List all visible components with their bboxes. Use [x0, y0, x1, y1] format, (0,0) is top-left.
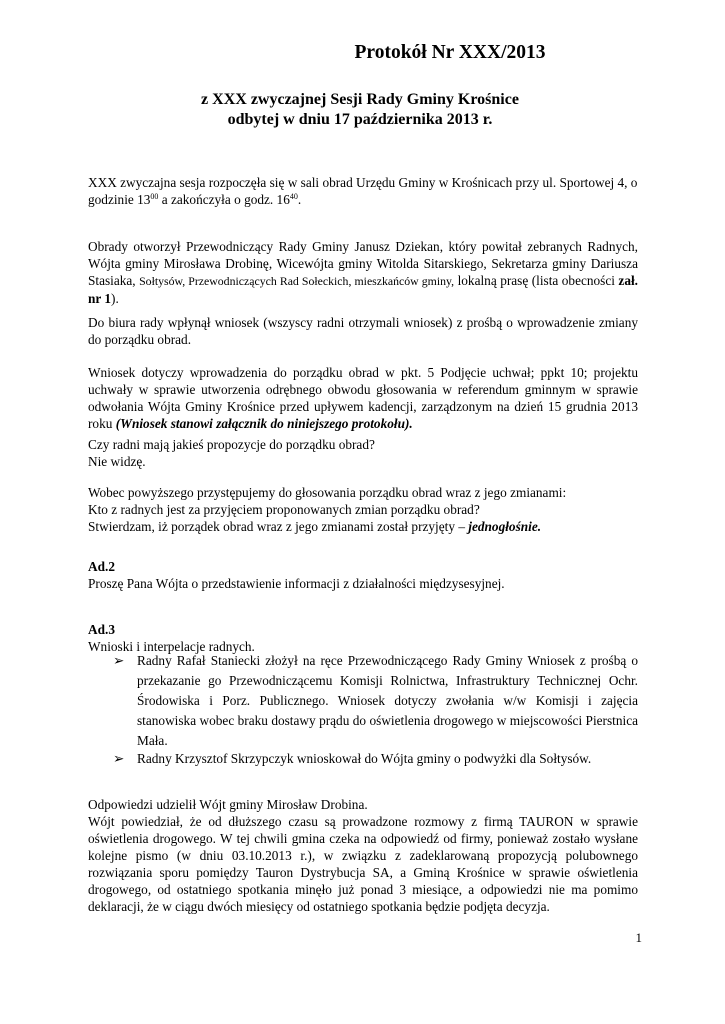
- intro-text-1: XXX zwyczajna sesja rozpoczęła się w sali obrad Urzędu Gminy w Krośnicach przy ul. Sportowej 4, o godzinie 13: [88, 175, 638, 207]
- list-item-text: Radny Krzysztof Skrzypczyk wnioskował do Wójta gminy o podwyżki dla Sołtysów.: [137, 751, 592, 766]
- intro-sup-1: 00: [150, 192, 159, 201]
- opening-text-1: Obrady otworzył Przewodniczący Rady Gminy Janusz Dziekan, który powitał zebranych Radnych, Wójta gminy Mirosława Drobinę, Wicewójta gminy Witolda Sitarskiego, Sekretarza gminy Dariusza Stasiaka,: [88, 239, 638, 288]
- motion-p4-line-1: Wobec powyższego przystępujemy do głosowania porządku obrad wraz z jego zmianami:: [88, 485, 567, 500]
- ad3-heading: Ad.3: [88, 622, 115, 637]
- motion-p4-line-3-text: Stwierdzam, iż porządek obrad wraz z jego zmianami został przyjęty –: [88, 519, 469, 534]
- motion-paragraph-3: [88, 436, 638, 470]
- opening-paragraph: [88, 238, 638, 307]
- subtitle-line-2: odbytej w dniu 17 października 2013 r.: [227, 111, 493, 128]
- answers-text: Wójt powiedział, że od dłuższego czasu są prowadzone rozmowy z firmą TAURON w sprawie oświetlenia drogowego. W tej chwili gmina czeka na odpowiedź od firmy, ponieważ zostało wysłane kolejne pismo (w dniu 03.10.2013 r.), w związku z zadeklarowaną propozycją polubownego rozwiązania sporu pomiędzy Tauron Dystrybucja SA, a Gminą Krośnice w sprawie oświetlenia drogowego, od ostatniego spotkania minęło już ponad 3 miesiące, a odpowiedzi nie ma pomimo deklaracji, że w ciągu dwóch miesięcy od ostatniego spotkania będzie podjęta decyzja.: [88, 814, 638, 914]
- motion-p4-line-2: Kto z radnych jest za przyjęciem proponowanych zmian porządku obrad?: [88, 502, 480, 517]
- intro-text-3: .: [297, 192, 302, 207]
- answers-line-1: Odpowiedzi udzielił Wójt gminy Mirosław Drobina.: [88, 797, 368, 812]
- intro-sup-2: 40: [289, 192, 298, 201]
- page-number: 1: [635, 930, 642, 945]
- motion-p3-line-2: Nie widzę.: [88, 454, 146, 469]
- opening-small-text: Sołtysów, Przewodniczących Rad Sołeckich, mieszkańców gminy,: [139, 274, 455, 288]
- document-subtitle: [150, 90, 570, 130]
- intro-paragraph: [88, 174, 638, 208]
- ad3-section: [88, 621, 638, 655]
- motion-paragraph-1: Do biura rady wpłynął wniosek (wszyscy radni otrzymali wniosek) z prośbą o wprowadzenie zmiany do porządku obrad.: [88, 315, 638, 347]
- subtitle-line-1: z XXX zwyczajnej Sesji Rady Gminy Krośnice: [201, 91, 519, 108]
- intro-text-2: a zakończyła o godz. 16: [158, 192, 290, 207]
- motion-p2-text: Wniosek dotyczy wprowadzenia do porządku obrad w pkt. 5 Podjęcie uchwał; ppkt 10; projektu uchwały w sprawie utworzenia odrębnego obwodu głosowania w referendum gminnym w sprawie odwołania Wójta Gminy Krośnice przed upływem kadencji, zarządzonym na dzień 15 grudnia 2013 roku: [88, 365, 638, 431]
- motion-p2-attachment: (Wniosek stanowi załącznik do niniejszego protokołu).: [115, 416, 413, 431]
- ad2-section: [88, 558, 638, 592]
- answers-paragraph: [88, 796, 638, 915]
- motion-p4-line-3: [88, 518, 638, 535]
- list-item-text: Radny Rafał Staniecki złożył na ręce Przewodniczącego Rady Gminy Wniosek z prośbą o przekazanie go Przewodniczącemu Komisji Rolnictwa, Infrastruktury Technicznej Ochr. Środowiska i Porz. Publicznego. Wniosek dotyczy zwołania w/w Komisji i zajęcia stanowiska wobec braku dostawy prądu do oświetlenia drogowego w miejscowości Pierstnica Mała.: [137, 653, 638, 748]
- arrow-bullet-icon: ➢: [113, 751, 125, 766]
- motion-paragraph-4: [88, 484, 638, 535]
- document-title: Protokół Nr XXX/2013: [354, 42, 546, 63]
- motion-paragraph-2: [88, 364, 638, 432]
- opening-text-3: ).: [111, 291, 119, 306]
- ad3-text: Wnioski i interpelacje radnych.: [88, 639, 255, 654]
- ad2-heading: Ad.2: [88, 559, 115, 574]
- ad2-text: Proszę Pana Wójta o przedstawienie informacji z działalności międzysesyjnej.: [88, 576, 505, 591]
- opening-text-2: lokalną prasę (lista obecności: [454, 273, 619, 288]
- vote-result: jednogłośnie.: [468, 519, 542, 534]
- arrow-bullet-icon: ➢: [113, 653, 125, 668]
- motion-p3-line-1: Czy radni mają jakieś propozycje do porządku obrad?: [88, 437, 375, 452]
- attachment-ref: zał. nr 1: [88, 273, 638, 306]
